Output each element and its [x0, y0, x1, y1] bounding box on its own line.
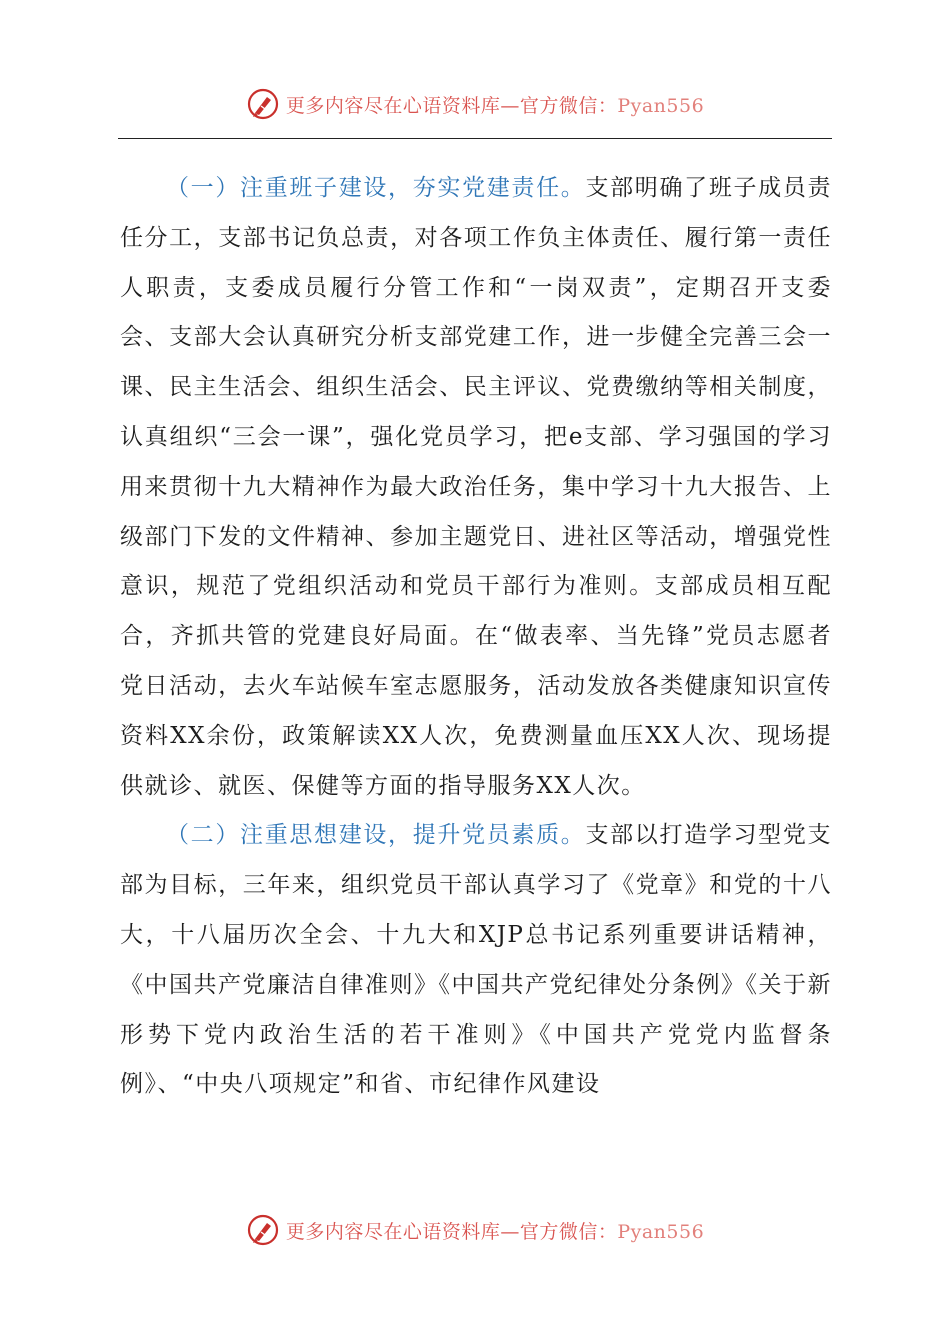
paragraph-1: [120, 164, 832, 811]
paragraph-body-2: 支部以打造学习型党支部为目标，三年来，组织党员干部认真学习了《党章》和党的十八大，十八届历次全会、十九大和XJP总书记系列重要讲话精神，《中国共产党廉洁自律准则》《中国共产党纪律处分条例》《关于新形势下党内政治生活的若干准则》《中国共产党党内监督条例》、“中央八项规定”和省、市纪律作风建设: [120, 822, 833, 1098]
header-banner: [0, 84, 950, 124]
wechat-id: Pyan556: [617, 94, 705, 117]
section-heading-1: （一）注重班子建设，夯实党建责任。: [166, 175, 586, 201]
pen-nib-logo-icon: [246, 87, 280, 121]
paragraph-body-1: 支部明确了班子成员责任分工，支部书记负总责，对各项工作负主体责任、履行第一责任人职责，支委成员履行分管工作和“一岗双责”，定期召开支委会、支部大会认真研究分析支部党建工作，进一步健全完善三会一课、民主生活会、组织生活会、民主评议、党费缴纳等相关制度，认真组织“三会一课”，强化党员学习，把e支部、学习强国的学习用来贯彻十九大精神作为最大政治任务，集中学习十九大报告、上级部门下发的文件精神、参加主题党日、进社区等活动，增强党性意识，规范了党组织活动和党员干部行为准则。支部成员相互配合，齐抓共管的党建良好局面。在“做表率、当先锋”党员志愿者党日活动，去火车站候车室志愿服务，活动发放各类健康知识宣传资料XX余份，政策解读XX人次，免费测量血压XX人次、现场提供就诊、就医、保健等方面的指导服务XX人次。: [120, 175, 833, 799]
document-body: [120, 164, 832, 1110]
banner-text: 更多内容尽在心语资料库—官方微信：Pyan556: [285, 1220, 705, 1243]
header-rule: [118, 138, 832, 139]
paragraph-2: [120, 811, 832, 1110]
banner-text: 更多内容尽在心语资料库—官方微信：Pyan556: [285, 94, 705, 117]
section-heading-2: （二）注重思想建设，提升党员素质。: [166, 822, 586, 849]
pen-nib-logo-icon: [246, 1213, 280, 1247]
footer-banner: [0, 1210, 950, 1250]
wechat-id: Pyan556: [617, 1220, 705, 1243]
